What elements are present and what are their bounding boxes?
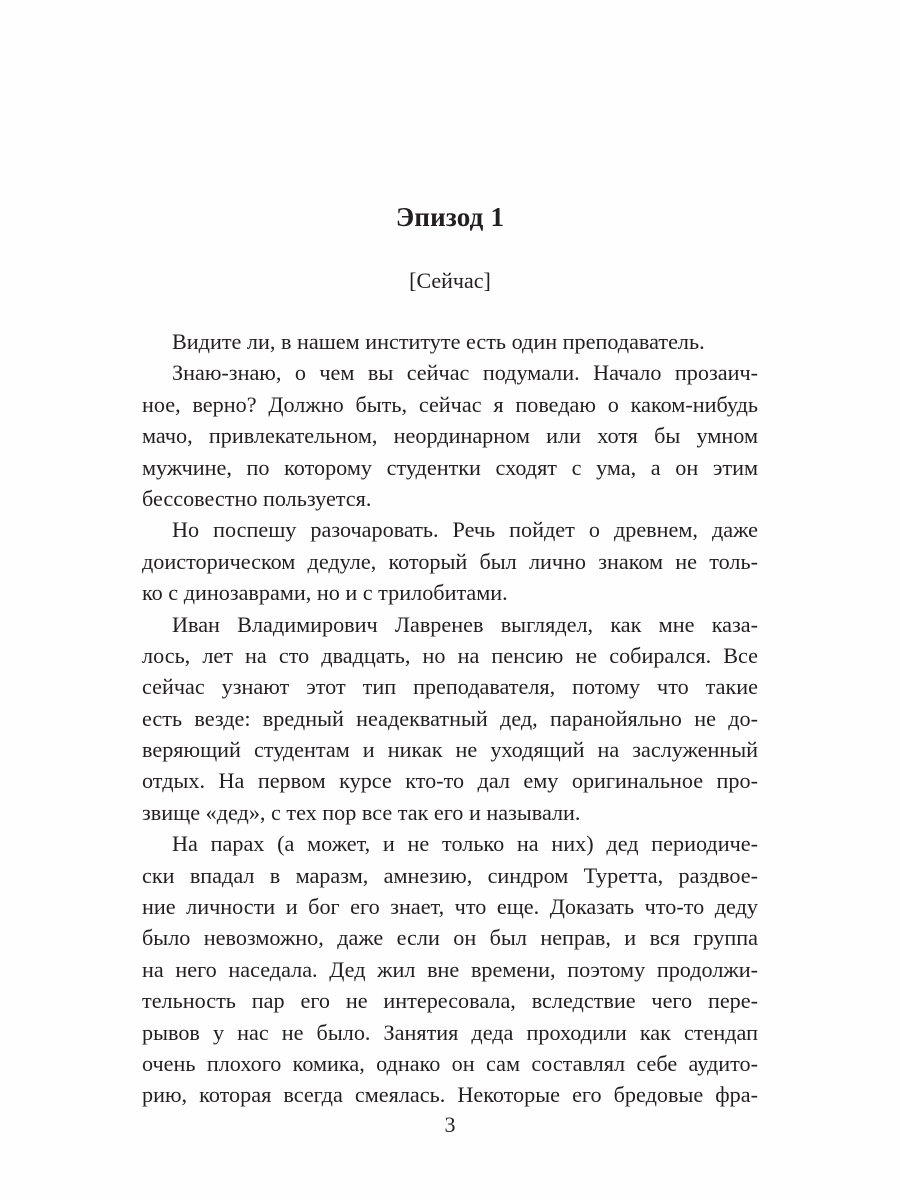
body-text [142,326,758,1111]
chapter-title: Эпизод 1 [395,202,505,232]
text-line: Видите ли, в нашем институте есть один преподаватель. [172,329,705,354]
text-line: сейчас узнают этот тип преподавателя, потому что такие [142,674,758,700]
text-line: ски впадал в маразм, амнезию, синдром Туретта, раздвое- [142,862,758,888]
text-line: Знаю-знаю, о чем вы сейчас подумали. Начало прозаич- [172,360,758,386]
text-line: бессовестно пользуется. [142,485,372,511]
text-line: рию, которая всегда смеялась. Некоторые его бредовые фра- [142,1082,758,1108]
text-line: лось, лет на сто двадцать, но на пенсию не собирался. Все [142,642,758,668]
text-line: доисторическом дедуле, который был лично знаком не толь- [142,548,758,574]
text-line: отдых. На первом курсе кто-то дал ему оригинальное про- [142,768,758,794]
text-line: есть везде: вредный неадекватный дед, паранойяльно не до- [142,705,758,731]
text-line: ное, верно? Должно быть, сейчас я поведаю о каком-нибудь [142,391,758,417]
text-line: На парах (а может, и не только на них) дед периодиче- [172,831,758,857]
page-number: 3 [444,1112,456,1137]
text-line: звище «дед», с тех пор все так его и называли. [142,799,581,825]
text-line: ние личности и бог его знает, что еще. Доказать что-то деду [142,894,758,920]
text-line: ко с динозаврами, но и с трилобитами. [142,580,508,606]
text-line: рывов у нас не было. Занятия деда проходили как стендап [142,1019,758,1045]
text-line: очень плохого комика, однако он сам составлял себе аудито- [142,1050,758,1076]
text-line: тельность пар его не интересовала, вследствие чего пере- [142,988,758,1014]
text-line: Иван Владимирович Лавренев выглядел, как мне каза- [172,611,758,637]
text-line: было невозможно, даже если он был неправ, и вся группа [142,925,758,951]
text-line: мачо, привлекательном, неординарном или хотя бы умном [142,423,758,449]
text-line: Но поспешу разочаровать. Речь пойдет о древнем, даже [172,517,758,543]
text-line: веряющий студентам и никак не уходящий на заслуженный [142,737,758,763]
chapter-subtitle: [Сейчас] [409,268,491,293]
text-line: мужчине, по которому студентки сходят с ума, а он этим [142,454,758,480]
text-line: на него наседала. Дед жил вне времени, поэтому продолжи- [142,956,758,982]
